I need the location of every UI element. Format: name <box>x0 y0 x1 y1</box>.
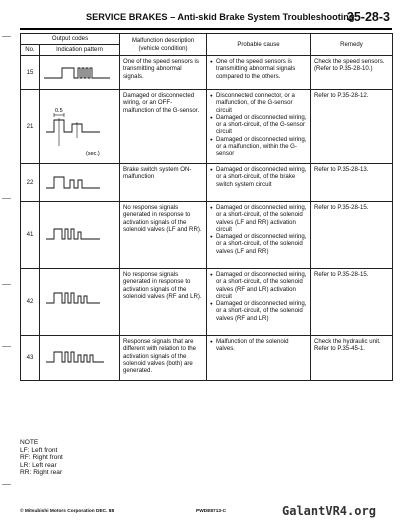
table-row <box>21 90 393 164</box>
remedy-header: Remedy <box>311 34 393 56</box>
table-row <box>21 336 393 381</box>
code-number: 15 <box>21 56 40 90</box>
remedy: Refer to P.35-28-12. <box>311 90 393 164</box>
cause-item: ● Disconnected connector, or a malfunction, of the G-sensor circuit <box>210 92 307 114</box>
pulse-waveform-icon <box>40 269 120 335</box>
probable-cause <box>207 164 311 202</box>
remedy: Refer to P.35-28-15. <box>311 269 393 336</box>
malfunction-description: Damaged or disconnected wiring, or an OFF-malfunction of the G-sensor. <box>120 90 207 164</box>
cause-item: ● One of the speed sensors is transmitting abnormal signals compared to the others. <box>210 58 307 80</box>
probable-cause <box>207 56 311 90</box>
cause-item: ● Damaged or disconnected wiring, or a short-circuit, of the solenoid valves (RF and LR) <box>210 300 307 322</box>
cause-item: ● Damaged or disconnected wiring, or a short-circuit, of the solenoid valves (RF and LR) activation circuit <box>210 271 307 300</box>
note-item: LR: Left rear <box>20 461 57 469</box>
watermark-text: GalantVR4.org <box>282 504 376 518</box>
page-title: SERVICE BRAKES – Anti-skid Brake System Troubleshooting <box>86 12 355 22</box>
note-item: RR: Right rear <box>20 469 63 477</box>
troubleshooting-table <box>20 33 393 381</box>
table-row <box>21 164 393 202</box>
note-heading: NOTE <box>20 439 39 446</box>
cause-item: ● Damaged or disconnected wiring, or a short-circuit, of the solenoid valves (LF and RR) activation circuit <box>210 204 307 233</box>
malfunction-description: Response signals that are different with relation to the activation signals of the solenoid valves (both) are generated. <box>120 336 207 381</box>
remedy: Check the speed sensors. (Refer to P.35-28-10.) <box>311 56 393 90</box>
output-codes-header: Output codes <box>21 34 120 45</box>
code-number: 42 <box>21 269 40 336</box>
indication-pattern <box>40 164 120 202</box>
cause-item: ● Malfunction of the solenoid valves. <box>210 338 307 353</box>
copyright-footer: © Mitsubishi Motors Corporation DEC. 88 <box>20 509 115 514</box>
time-label: 0.5 <box>55 108 63 114</box>
indication-pattern <box>40 202 120 269</box>
cause-item: ● Damaged or disconnected wiring, or a short-circuit, of the solenoid valves (LF and RR) <box>210 233 307 255</box>
table-row <box>21 269 393 336</box>
pulse-waveform-icon <box>40 336 120 380</box>
note-item: LF: Left front <box>20 446 58 454</box>
remedy: Refer to P.35-28-13. <box>311 164 393 202</box>
malfunction-description: No response signals generated in response to activation signals of the solenoid valves (LF and RR). <box>120 202 207 269</box>
punch-mark <box>2 284 11 285</box>
probable-cause <box>207 90 311 164</box>
table-header-row <box>21 34 393 45</box>
code-number: 41 <box>21 202 40 269</box>
pulse-waveform-icon <box>40 202 120 268</box>
probable-cause <box>207 202 311 269</box>
seconds-label: (sec.) <box>86 151 100 157</box>
indication-pattern <box>40 269 120 336</box>
malfunction-description: One of the speed sensors is transmitting abnormal signals. <box>120 56 207 90</box>
remedy: Check the hydraulic unit. Refer to P.35-45-1. <box>311 336 393 381</box>
malfunction-header: Malfunction description (vehicle condition) <box>120 34 207 56</box>
probable-cause <box>207 336 311 381</box>
code-number: 43 <box>21 336 40 381</box>
cause-item: ● Damaged or disconnected wiring, or a short-circuit, of the G-sensor circuit <box>210 114 307 136</box>
punch-mark <box>2 484 11 485</box>
pulse-waveform-icon <box>40 56 120 89</box>
table-row <box>21 202 393 269</box>
probable-cause <box>207 269 311 336</box>
malfunction-description: Brake switch system ON-malfunction <box>120 164 207 202</box>
table-row <box>21 56 393 90</box>
punch-mark <box>2 346 11 347</box>
note-item: RF: Right front <box>20 454 63 462</box>
punch-mark <box>2 36 11 37</box>
pulse-waveform-icon <box>40 90 120 163</box>
punch-mark <box>2 198 11 199</box>
cause-item: ● Damaged or disconnected wiring, or a short-circuit, of the brake switch system circuit <box>210 166 307 188</box>
indication-pattern <box>40 336 120 381</box>
cause-item: ● Damaged or disconnected wiring, or a malfunction, within the G-sensor <box>210 136 307 158</box>
cause-header: Probable cause <box>207 34 311 56</box>
indication-pattern-header: Indication pattern <box>40 45 120 56</box>
note-block <box>20 439 63 477</box>
indication-pattern <box>40 56 120 90</box>
pulse-waveform-icon <box>40 164 120 201</box>
page-header <box>20 8 392 30</box>
no-header: No. <box>21 45 40 56</box>
indication-pattern <box>40 90 120 164</box>
code-number: 22 <box>21 164 40 202</box>
document-code: PWDE8713-C <box>196 509 227 514</box>
code-number: 21 <box>21 90 40 164</box>
remedy: Refer to P.35-28-15. <box>311 202 393 269</box>
header-rule <box>20 28 392 30</box>
malfunction-description: No response signals generated in response to activation signals of the solenoid valves (RF and LR). <box>120 269 207 336</box>
page-number: 35-28-3 <box>346 10 390 24</box>
